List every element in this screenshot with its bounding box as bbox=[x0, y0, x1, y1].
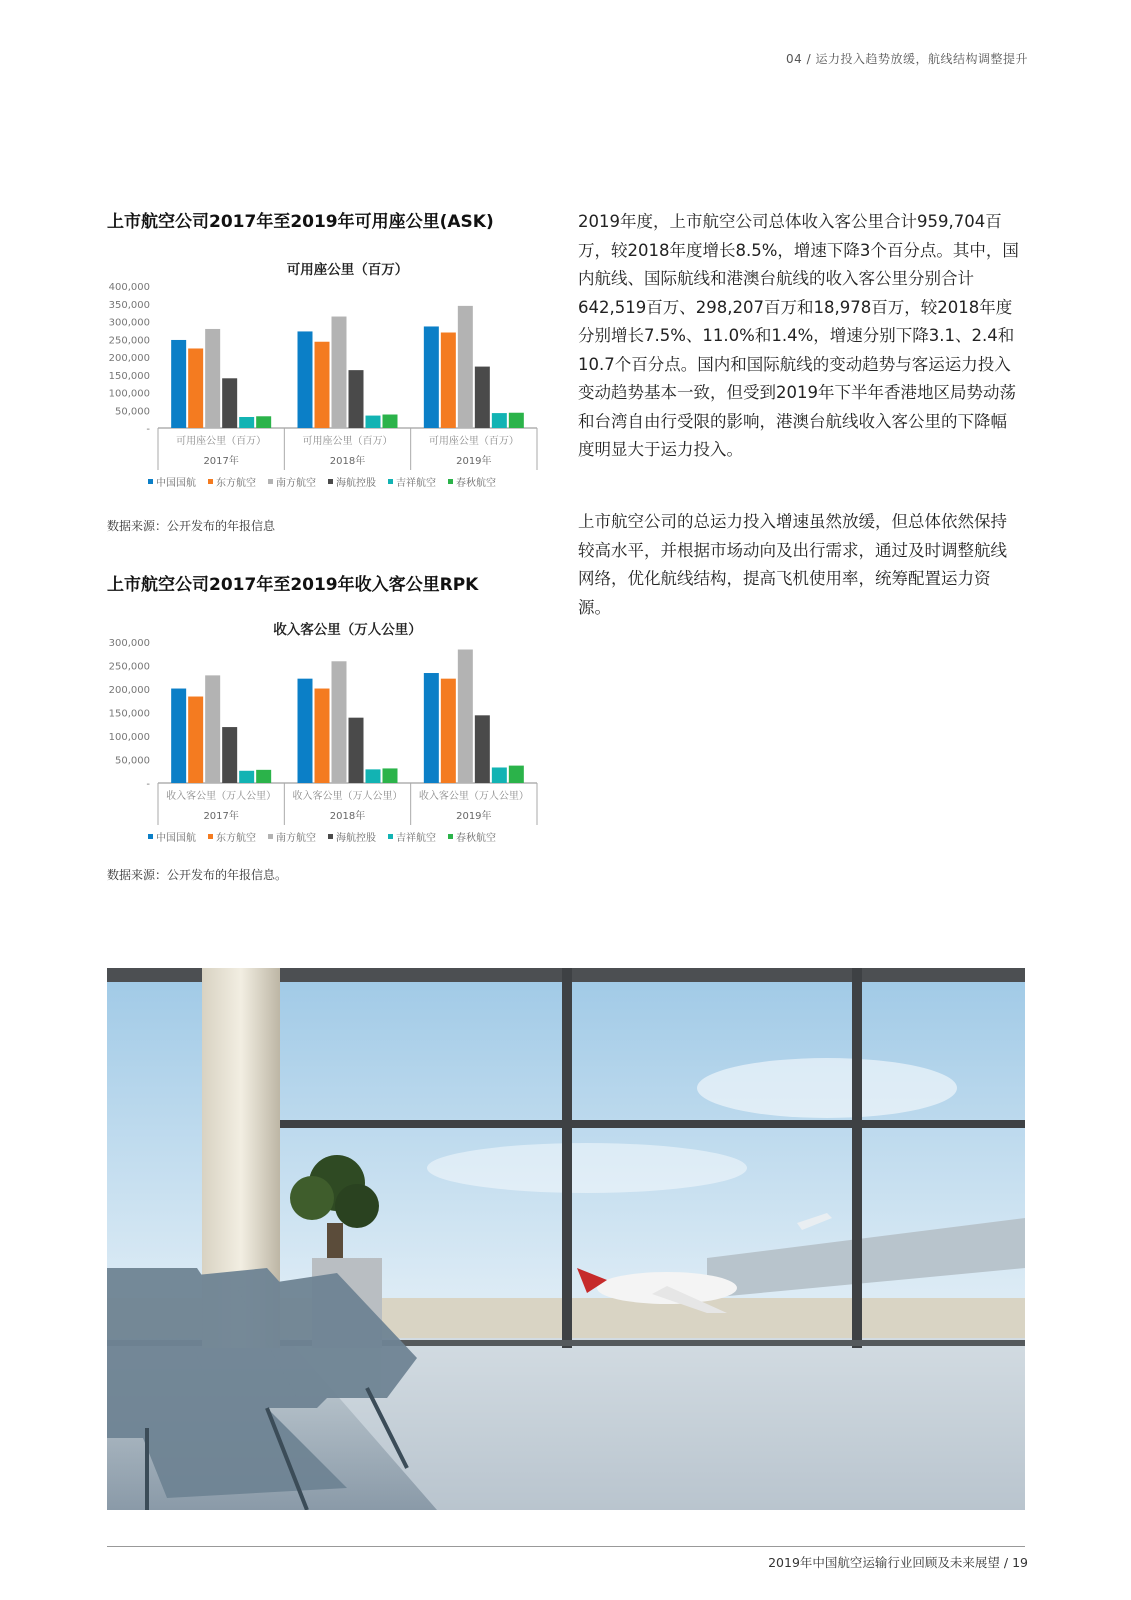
bar-吉祥航空-2018年 bbox=[366, 769, 381, 783]
bar-春秋航空-2019年 bbox=[509, 413, 524, 428]
bar-海航控股-2019年 bbox=[475, 367, 490, 428]
airport-terminal-photo bbox=[107, 968, 1025, 1510]
category-label: 2019年 bbox=[456, 811, 492, 822]
category-label: 2019年 bbox=[456, 456, 492, 467]
y-tick-label: 150,000 bbox=[108, 370, 150, 382]
bar-春秋航空-2017年 bbox=[256, 770, 271, 783]
legend-swatch bbox=[328, 479, 333, 484]
bar-南方航空-2018年 bbox=[332, 317, 347, 428]
rpk-bar-chart bbox=[100, 618, 560, 858]
ask-chart-heading: 上市航空公司2017年至2019年可用座公里(ASK) bbox=[107, 212, 494, 232]
category-sublabel: 可用座公里（百万） bbox=[302, 436, 393, 447]
legend-swatch bbox=[328, 834, 333, 839]
bar-中国国航-2017年 bbox=[171, 340, 186, 428]
legend-swatch bbox=[208, 479, 213, 484]
bar-东方航空-2019年 bbox=[441, 679, 456, 783]
legend-swatch bbox=[388, 479, 393, 484]
legend-label: 东方航空 bbox=[216, 833, 256, 844]
bar-海航控股-2019年 bbox=[475, 715, 490, 783]
bar-南方航空-2019年 bbox=[458, 650, 473, 783]
bar-吉祥航空-2017年 bbox=[239, 417, 254, 428]
category-sublabel: 可用座公里（百万） bbox=[428, 436, 519, 447]
category-label: 2017年 bbox=[203, 456, 239, 467]
category-label: 2018年 bbox=[329, 456, 366, 467]
footer-divider bbox=[107, 1546, 1025, 1547]
bar-吉祥航空-2019年 bbox=[492, 413, 507, 428]
y-tick-label: 300,000 bbox=[108, 317, 150, 329]
bar-海航控股-2018年 bbox=[349, 370, 364, 428]
y-tick-label: 400,000 bbox=[108, 282, 150, 293]
y-tick-label: 50,000 bbox=[115, 755, 150, 767]
y-tick-label: 100,000 bbox=[108, 388, 150, 400]
bar-春秋航空-2019年 bbox=[509, 766, 524, 783]
bar-春秋航空-2018年 bbox=[383, 415, 398, 428]
ask-data-source: 数据来源：公开发布的年报信息 bbox=[107, 519, 276, 533]
legend-swatch bbox=[448, 834, 453, 839]
y-tick-label: 250,000 bbox=[108, 661, 150, 673]
paragraph-rpk-summary: 2019年度，上市航空公司总体收入客公里合计959,704百万，较2018年度增长8.5%，增速下降3个百分点。其中，国内航线、国际航线和港澳台航线的收入客公里分别合计642,519百万、298,207百万和18,978百万，较2018年度分别增长7.5%、11.0%和1.4%，增速分别下降3.1、2.4和10.7个百分点。国内和国际航线的变动趋势与客运运力投入变动趋势基本一致，但受到2019年下半年香港地区局势动荡和台湾自由行受限的影响，港澳台航线收入客公里的下降幅度明显大于运力投入。 bbox=[578, 212, 1019, 459]
legend-label: 中国国航 bbox=[156, 833, 196, 844]
legend-label: 东方航空 bbox=[216, 478, 256, 489]
bar-南方航空-2017年 bbox=[205, 329, 220, 428]
y-tick-label: - bbox=[146, 779, 150, 790]
legend-label: 吉祥航空 bbox=[396, 833, 436, 844]
legend-swatch bbox=[148, 834, 153, 839]
chart-title: 收入客公里（万人公里） bbox=[273, 622, 422, 638]
category-label: 2018年 bbox=[329, 811, 366, 822]
legend-label: 南方航空 bbox=[276, 833, 316, 844]
legend-swatch bbox=[268, 834, 273, 839]
page-footer: 2019年中国航空运输行业回顾及未来展望 / 19 bbox=[768, 1555, 1028, 1570]
bar-吉祥航空-2018年 bbox=[366, 416, 381, 428]
legend-label: 海航控股 bbox=[336, 833, 376, 844]
legend-swatch bbox=[448, 479, 453, 484]
y-tick-label: 350,000 bbox=[108, 299, 150, 311]
legend-swatch bbox=[148, 479, 153, 484]
y-tick-label: 300,000 bbox=[108, 638, 150, 649]
legend-label: 南方航空 bbox=[276, 478, 316, 489]
bar-春秋航空-2018年 bbox=[383, 768, 398, 783]
category-sublabel: 收入客公里（万人公里） bbox=[418, 791, 529, 802]
y-tick-label: 100,000 bbox=[108, 732, 150, 743]
legend-label: 中国国航 bbox=[156, 478, 196, 489]
bar-春秋航空-2017年 bbox=[256, 416, 271, 428]
bar-中国国航-2019年 bbox=[424, 673, 439, 783]
category-sublabel: 收入客公里（万人公里） bbox=[292, 791, 403, 802]
y-tick-label: 200,000 bbox=[108, 353, 150, 364]
bar-中国国航-2019年 bbox=[424, 326, 439, 428]
rpk-data-source: 数据来源：公开发布的年报信息。 bbox=[107, 868, 288, 882]
bar-东方航空-2019年 bbox=[441, 333, 456, 428]
bar-中国国航-2018年 bbox=[298, 331, 313, 428]
bar-中国国航-2017年 bbox=[171, 689, 186, 783]
bar-东方航空-2017年 bbox=[188, 697, 203, 783]
ask-bar-chart bbox=[100, 258, 560, 508]
bar-南方航空-2019年 bbox=[458, 306, 473, 428]
bar-吉祥航空-2017年 bbox=[239, 771, 254, 783]
y-tick-label: 50,000 bbox=[115, 406, 150, 418]
bar-海航控股-2018年 bbox=[349, 718, 364, 783]
bar-南方航空-2018年 bbox=[332, 661, 347, 783]
legend-swatch bbox=[268, 479, 273, 484]
paragraph-capacity: 上市航空公司的总运力投入增速虽然放缓，但总体依然保持较高水平，并根据市场动向及出行需求，通过及时调整航线网络，优化航线结构，提高飞机使用率，统筹配置运力资源。 bbox=[578, 512, 1007, 617]
bar-东方航空-2017年 bbox=[188, 348, 203, 428]
legend-swatch bbox=[388, 834, 393, 839]
bar-东方航空-2018年 bbox=[315, 689, 330, 783]
bar-海航控股-2017年 bbox=[222, 727, 237, 783]
legend-label: 春秋航空 bbox=[456, 833, 496, 844]
category-sublabel: 可用座公里（百万） bbox=[176, 436, 267, 447]
rpk-chart-heading: 上市航空公司2017年至2019年收入客公里RPK bbox=[107, 575, 479, 595]
bar-南方航空-2017年 bbox=[205, 675, 220, 783]
y-tick-label: 250,000 bbox=[108, 335, 150, 347]
bar-吉祥航空-2019年 bbox=[492, 767, 507, 783]
page-header: 04 / 运力投入趋势放缓，航线结构调整提升 bbox=[786, 52, 1028, 66]
bar-东方航空-2018年 bbox=[315, 342, 330, 428]
category-sublabel: 收入客公里（万人公里） bbox=[166, 791, 277, 802]
chart-title: 可用座公里（百万） bbox=[286, 262, 409, 278]
bar-中国国航-2018年 bbox=[298, 679, 313, 783]
y-tick-label: 150,000 bbox=[108, 708, 150, 720]
y-tick-label: 200,000 bbox=[108, 685, 150, 696]
y-tick-label: - bbox=[146, 424, 150, 435]
category-label: 2017年 bbox=[203, 811, 239, 822]
legend-label: 吉祥航空 bbox=[396, 478, 436, 489]
legend-label: 海航控股 bbox=[336, 478, 376, 489]
legend-swatch bbox=[208, 834, 213, 839]
legend-label: 春秋航空 bbox=[456, 478, 496, 489]
bar-海航控股-2017年 bbox=[222, 378, 237, 428]
